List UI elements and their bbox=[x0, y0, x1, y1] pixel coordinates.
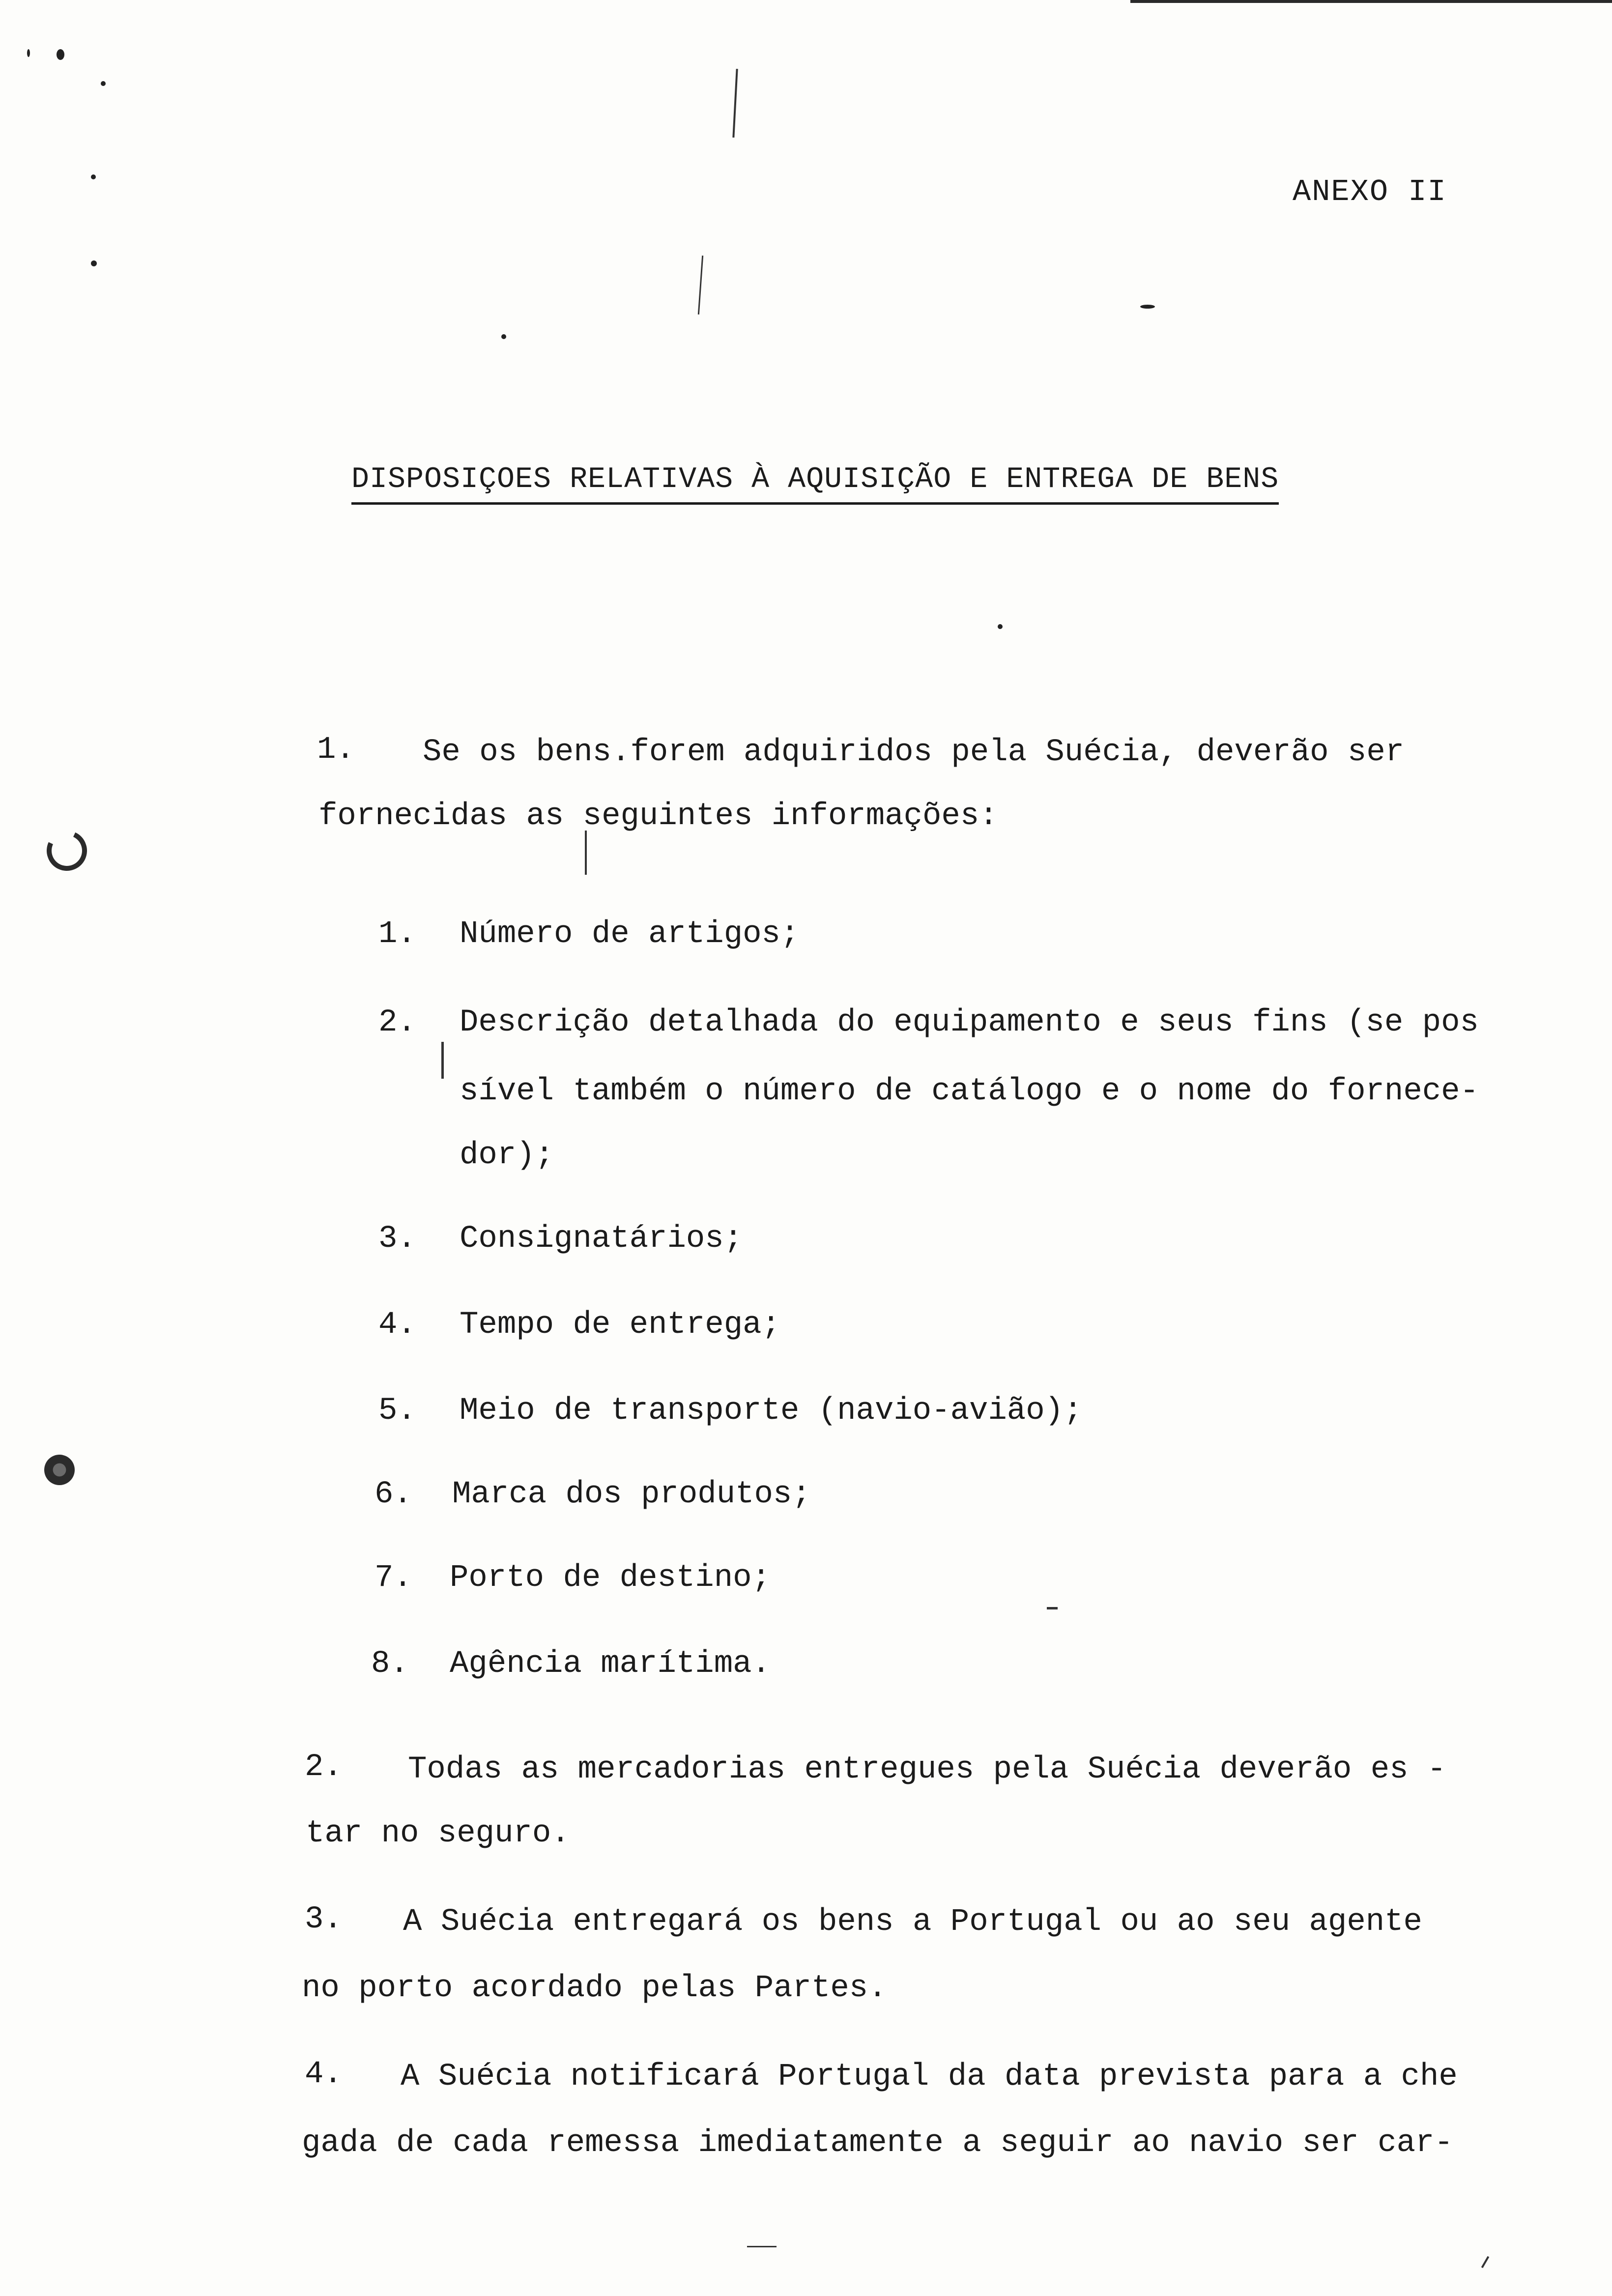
document-title: DISPOSIÇOES RELATIVAS À AQUISIÇÃO E ENTREGA DE BENS bbox=[351, 463, 1279, 505]
item-4-text: Tempo de entrega; bbox=[460, 1307, 780, 1343]
clause-2-line-2: tar no seguro. bbox=[306, 1816, 570, 1851]
item-5-text: Meio de transporte (navio-avião); bbox=[460, 1393, 1083, 1429]
item-4-number: 4. bbox=[378, 1307, 416, 1343]
page-top-rule bbox=[1130, 0, 1612, 3]
clause-2-number: 2. bbox=[305, 1750, 343, 1785]
scan-speck bbox=[91, 174, 96, 179]
item-8-text: Agência marítima. bbox=[450, 1646, 771, 1682]
item-5-number: 5. bbox=[378, 1393, 416, 1429]
scan-speck bbox=[1140, 305, 1155, 309]
clause-4-line-1: A Suécia notificará Portugal da data prevista para a che bbox=[401, 2059, 1458, 2095]
scan-stroke bbox=[698, 256, 703, 315]
scan-stroke bbox=[747, 2246, 777, 2247]
clause-4-number: 4. bbox=[305, 2057, 343, 2092]
scan-speck bbox=[101, 81, 106, 86]
item-1-text: Número de artigos; bbox=[460, 917, 800, 952]
scan-speck bbox=[57, 49, 64, 60]
item-1-number: 1. bbox=[378, 917, 416, 952]
scan-stroke bbox=[1047, 1607, 1058, 1609]
item-7-text: Porto de destino; bbox=[450, 1560, 771, 1596]
item-6-number: 6. bbox=[374, 1477, 412, 1512]
clause-2-line-1: Todas as mercadorias entregues pela Suécia deverão es - bbox=[408, 1752, 1446, 1787]
clause-1-line-2: fornecidas as seguintes informações: bbox=[318, 799, 998, 834]
scan-speck bbox=[27, 49, 30, 57]
clause-4-line-2: gada de cada remessa imediatamente a seguir ao navio ser car- bbox=[302, 2125, 1453, 2161]
scan-stroke bbox=[441, 1042, 444, 1079]
item-2-line-2: sível também o número de catálogo e o nome do fornece- bbox=[460, 1074, 1479, 1109]
clause-3-number: 3. bbox=[305, 1902, 343, 1937]
item-2-line-1: Descrição detalhada do equipamento e seus fins (se pos bbox=[460, 1005, 1479, 1040]
item-7-number: 7. bbox=[374, 1560, 412, 1596]
item-2-line-3: dor); bbox=[460, 1138, 554, 1173]
scan-speck bbox=[91, 260, 97, 266]
clause-3-line-2: no porto acordado pelas Partes. bbox=[302, 1971, 887, 2006]
annex-label: ANEXO II bbox=[1293, 174, 1447, 209]
scan-speck bbox=[998, 624, 1003, 629]
item-3-text: Consignatários; bbox=[460, 1221, 743, 1257]
scan-speck bbox=[501, 334, 506, 339]
ink-blot bbox=[41, 825, 92, 876]
ink-blot bbox=[40, 1450, 79, 1489]
scan-stroke bbox=[1481, 2256, 1489, 2268]
item-3-number: 3. bbox=[378, 1221, 416, 1257]
clause-3-line-1: A Suécia entregará os bens a Portugal ou ao seu agente bbox=[403, 1904, 1422, 1940]
item-8-number: 8. bbox=[371, 1646, 409, 1682]
scan-stroke bbox=[732, 69, 738, 138]
clause-1-line-1: Se os bens.forem adquiridos pela Suécia, deverão ser bbox=[423, 735, 1405, 770]
clause-1-number: 1. bbox=[317, 732, 355, 768]
scan-stroke bbox=[585, 831, 587, 875]
item-6-text: Marca dos produtos; bbox=[452, 1477, 811, 1512]
item-2-number: 2. bbox=[378, 1005, 416, 1040]
